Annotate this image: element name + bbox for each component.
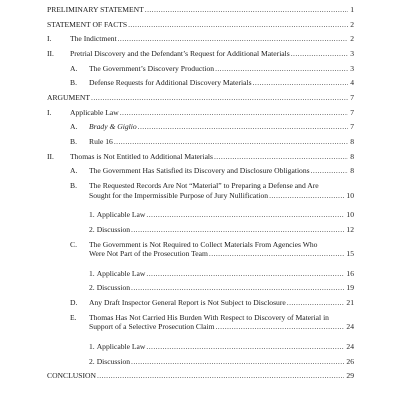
toc-entry-number: I. (47, 34, 52, 44)
toc-entry-page: 16 (346, 268, 354, 278)
dot-leader (214, 153, 348, 162)
dot-leader (269, 192, 344, 201)
toc-entry-page: 10 (346, 190, 354, 200)
dot-leader (146, 211, 344, 220)
toc-entry (0, 65, 400, 74)
toc-entry-title-cont: Support of a Selective Prosecution Claim (89, 322, 215, 332)
toc-entry-number: 2. (89, 356, 95, 366)
toc-entry (0, 50, 400, 59)
toc-entry (0, 167, 400, 176)
toc-entry-page: 21 (346, 298, 354, 308)
toc-entry (0, 284, 400, 293)
toc-entry-page: 7 (350, 92, 354, 102)
dot-leader (145, 6, 348, 15)
toc-entry (0, 226, 400, 235)
toc-entry-title: The Government Has Satisfied its Discovery and Disclosure Obligations (89, 166, 310, 176)
toc-entry-title: CONCLUSION (47, 371, 96, 381)
toc-entry-title: The Indictment (70, 34, 117, 44)
toc-entry-title: Rule 16 (89, 136, 113, 146)
toc-entry-page: 7 (350, 107, 354, 117)
toc-entry-number: 1. (89, 342, 95, 351)
dot-leader (97, 372, 344, 381)
toc-entry (0, 35, 400, 44)
toc-entry-title: Discussion (96, 224, 131, 234)
dot-leader (291, 50, 348, 59)
toc-entry (0, 109, 400, 118)
dot-leader (118, 35, 349, 44)
toc-entry-title: Pretrial Discovery and the Defendant’s Request for Additional Materials (70, 49, 290, 58)
dot-leader (146, 343, 344, 352)
toc-entry-page: 29 (346, 371, 354, 381)
toc-entry-page: 1 (350, 5, 354, 14)
toc-entry (0, 138, 400, 147)
toc-entry-page: 2 (350, 34, 354, 44)
toc-entry-number: B. (70, 136, 77, 146)
toc-entry-page: 10 (346, 210, 354, 220)
dot-leader (131, 226, 344, 235)
toc-entry-title: Applicable Law (70, 107, 119, 117)
toc-entry-page: 7 (350, 122, 354, 132)
toc-entry-page: 26 (346, 356, 354, 366)
toc-entry-number: D. (70, 298, 78, 308)
dot-leader (253, 79, 349, 88)
dot-leader (131, 358, 344, 367)
toc-entry-title: Applicable Law (96, 268, 146, 278)
toc-entry-page: 3 (350, 63, 354, 73)
toc-entry-title: Applicable Law (96, 210, 146, 220)
toc-entry-number: C. (70, 239, 77, 249)
toc-entry (0, 123, 400, 132)
dot-leader (311, 167, 349, 176)
toc-entry-number: B. (70, 180, 77, 190)
toc-entry-number: II. (47, 151, 54, 161)
toc-entry-title: Thomas is Not Entitled to Additional Materials (70, 151, 213, 161)
toc-entry-title: Applicable Law (96, 342, 146, 351)
toc-entry-title: The Government is Not Required to Collect Materials From Agencies Who (89, 239, 318, 249)
toc-entry (0, 182, 400, 200)
dot-leader (128, 21, 348, 30)
toc-entry-number: II. (47, 49, 54, 58)
toc-entry-title: Brady & Giglio (89, 122, 137, 132)
toc-entry (0, 79, 400, 88)
toc-entry (0, 6, 400, 15)
toc-entry-number: B. (70, 78, 77, 88)
toc-entry-title: PRELIMINARY STATEMENT (47, 5, 144, 14)
dot-leader (138, 123, 349, 132)
toc-entry (0, 358, 400, 367)
dot-leader (215, 65, 348, 74)
toc-entry (0, 94, 400, 103)
toc-entry (0, 153, 400, 162)
toc-entry-title-cont: Were Not Part of the Prosecution Team (89, 249, 208, 259)
dot-leader (146, 270, 344, 279)
toc-entry-title: The Requested Records Are Not “Material” to Preparing a Defense and Are (89, 180, 319, 190)
toc-entry-page: 4 (350, 78, 354, 88)
toc-entry-number: 1. (89, 268, 95, 278)
dot-leader (131, 284, 344, 293)
toc-entry-title: Any Draft Inspector General Report is Not Subject to Disclosure (89, 298, 286, 308)
toc-entry-number: A. (70, 63, 78, 73)
toc-entry-number: 2. (89, 224, 95, 234)
toc-entry (0, 299, 400, 308)
toc-entry-page: 8 (350, 166, 354, 176)
dot-leader (287, 299, 345, 308)
dot-leader (114, 138, 348, 147)
toc-entry-number: A. (70, 122, 78, 132)
toc-entry (0, 21, 400, 30)
toc-entry-page: 15 (346, 249, 354, 259)
toc-entry-number: 1. (89, 210, 95, 220)
toc-entry-page: 12 (346, 224, 354, 234)
toc-entry-number: I. (47, 107, 52, 117)
toc-entry-title: Defense Requests for Additional Discovery Materials (89, 78, 252, 88)
toc-entry-number: A. (70, 166, 78, 176)
toc-entry-page: 8 (350, 136, 354, 146)
toc-entry (0, 270, 400, 279)
dot-leader (216, 323, 345, 332)
dot-leader (209, 250, 344, 259)
toc-entry-title: The Government’s Discovery Production (89, 63, 215, 73)
toc-entry-page: 2 (350, 19, 354, 29)
toc-entry-page: 3 (350, 49, 354, 58)
toc-entry (0, 314, 400, 332)
toc-entry (0, 211, 400, 220)
toc-entry-title: Discussion (96, 356, 131, 366)
dot-leader (91, 94, 348, 103)
toc-entry (0, 343, 400, 352)
toc-entry-number: 2. (89, 283, 95, 293)
toc-entry-title: Discussion (96, 283, 131, 293)
toc-entry-title: STATEMENT OF FACTS (47, 19, 128, 29)
toc-entry-page: 24 (346, 322, 354, 332)
toc-entry-number: E. (70, 312, 77, 322)
toc-entry (0, 372, 400, 381)
toc-entry-page: 19 (346, 283, 354, 293)
toc-entry (0, 241, 400, 259)
toc-entry-title: ARGUMENT (47, 92, 91, 102)
dot-leader (120, 109, 348, 118)
toc-entry-title: Thomas Has Not Carried His Burden With Respect to Discovery of Material in (89, 312, 329, 322)
toc-entry-title-cont: Sought for the Impermissible Purpose of Jury Nullification (89, 190, 269, 200)
toc-entry-page: 8 (350, 151, 354, 161)
toc-entry-page: 24 (346, 342, 354, 351)
